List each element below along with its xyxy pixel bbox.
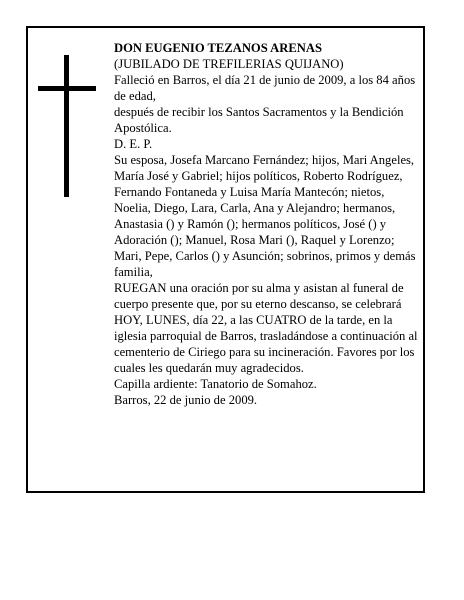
deceased-title: (JUBILADO DE TREFILERIAS QUIJANO)	[114, 57, 344, 71]
deceased-name: DON EUGENIO TEZANOS ARENAS	[114, 41, 322, 55]
cross-icon	[64, 55, 69, 197]
sacraments-line: después de recibir los Santos Sacramentos y la Bendición Apostólica.	[114, 105, 404, 135]
funeral-request: RUEGAN una oración por su alma y asistan al funeral de cuerpo presente que, por su eterno descanso, se celebrará HOY, LUNES, día 22, a las CUATRO de la tarde, en la iglesia parroquial de Barros, trasladándose a continuación al cementerio de Ciriego para su incineración. Favores por los cuales les quedarán muy agradecidos.	[114, 281, 418, 375]
rip-line: D. E. P.	[114, 137, 153, 151]
chapel-line: Capilla ardiente: Tanatorio de Somahoz.	[114, 377, 317, 391]
family-list: Su esposa, Josefa Marcano Fernández; hijos, Mari Angeles, María José y Gabriel; hijos políticos, Roberto Rodríguez, Fernando Fontaneda y Luisa María Mantecón; nietos, Noelia, Diego, Lara, Carla, Ana y Alejandro; hermanos, Anastasia () y Ramón (); hermanos políticos, José () y Adoración (); Manuel, Rosa Mari (), Raquel y Lorenzo; Mari, Pepe, Carlos () y Asunción; sobrinos, primos y demás familia,	[114, 153, 416, 279]
place-date-line: Barros, 22 de junio de 2009.	[114, 393, 258, 407]
death-announcement: Falleció en Barros, el día 21 de junio de 2009, a los 84 años de edad,	[114, 73, 416, 103]
notice-text	[114, 40, 420, 408]
cross-icon-arm	[38, 86, 96, 91]
